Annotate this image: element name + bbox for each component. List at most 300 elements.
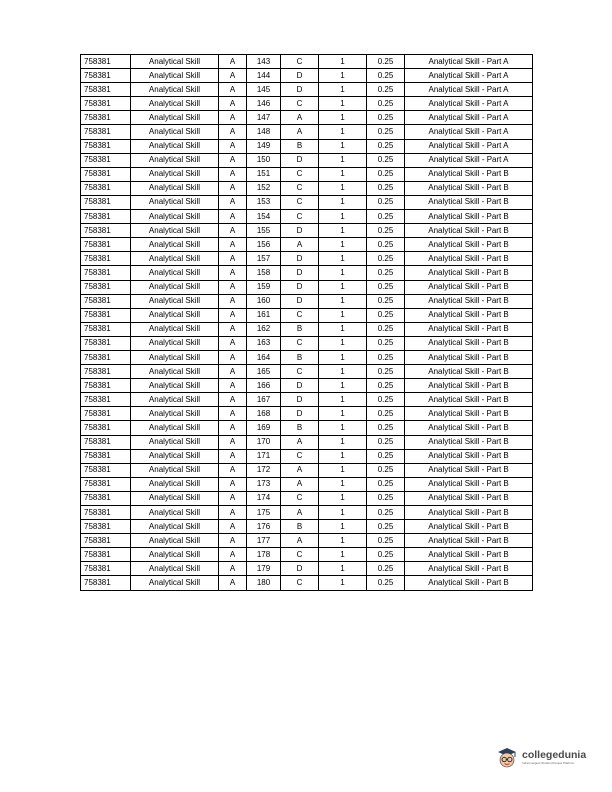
table-row: [81, 520, 533, 534]
answer-cell: A: [281, 111, 319, 125]
answer-cell: D: [281, 153, 319, 167]
table-row: [81, 548, 533, 562]
answer-cell: C: [281, 181, 319, 195]
question-number-cell: 167: [247, 393, 281, 407]
section-cell: Analytical Skill - Part B: [405, 238, 533, 252]
section-cell: Analytical Skill - Part B: [405, 520, 533, 534]
answer-cell: C: [281, 548, 319, 562]
roll-number-cell: 758381: [81, 195, 131, 209]
table-row: [81, 477, 533, 491]
roll-number-cell: 758381: [81, 153, 131, 167]
section-cell: Analytical Skill - Part B: [405, 224, 533, 238]
section-cell: Analytical Skill - Part B: [405, 210, 533, 224]
question-number-cell: 173: [247, 477, 281, 491]
table-body: [81, 55, 533, 591]
negative-marks-cell: 0.25: [367, 379, 405, 393]
answer-cell: C: [281, 336, 319, 350]
question-number-cell: 149: [247, 139, 281, 153]
question-number-cell: 156: [247, 238, 281, 252]
set-cell: A: [219, 393, 247, 407]
table-row: [81, 407, 533, 421]
question-number-cell: 146: [247, 97, 281, 111]
marks-cell: 1: [319, 407, 367, 421]
table-row: [81, 97, 533, 111]
table-row: [81, 336, 533, 350]
subject-cell: Analytical Skill: [131, 280, 219, 294]
subject-cell: Analytical Skill: [131, 266, 219, 280]
negative-marks-cell: 0.25: [367, 322, 405, 336]
answer-cell: A: [281, 435, 319, 449]
negative-marks-cell: 0.25: [367, 336, 405, 350]
roll-number-cell: 758381: [81, 534, 131, 548]
negative-marks-cell: 0.25: [367, 83, 405, 97]
question-number-cell: 176: [247, 520, 281, 534]
section-cell: Analytical Skill - Part B: [405, 167, 533, 181]
subject-cell: Analytical Skill: [131, 365, 219, 379]
subject-cell: Analytical Skill: [131, 350, 219, 364]
set-cell: A: [219, 477, 247, 491]
question-number-cell: 147: [247, 111, 281, 125]
marks-cell: 1: [319, 393, 367, 407]
negative-marks-cell: 0.25: [367, 210, 405, 224]
negative-marks-cell: 0.25: [367, 435, 405, 449]
question-number-cell: 159: [247, 280, 281, 294]
set-cell: A: [219, 336, 247, 350]
set-cell: A: [219, 83, 247, 97]
answer-cell: C: [281, 576, 319, 590]
question-number-cell: 151: [247, 167, 281, 181]
marks-cell: 1: [319, 491, 367, 505]
question-number-cell: 172: [247, 463, 281, 477]
negative-marks-cell: 0.25: [367, 266, 405, 280]
question-number-cell: 168: [247, 407, 281, 421]
set-cell: A: [219, 562, 247, 576]
table-row: [81, 153, 533, 167]
marks-cell: 1: [319, 322, 367, 336]
roll-number-cell: 758381: [81, 252, 131, 266]
set-cell: A: [219, 224, 247, 238]
question-number-cell: 152: [247, 181, 281, 195]
answer-cell: B: [281, 139, 319, 153]
subject-cell: Analytical Skill: [131, 520, 219, 534]
collegedunia-logo: [494, 744, 586, 770]
subject-cell: Analytical Skill: [131, 55, 219, 69]
roll-number-cell: 758381: [81, 181, 131, 195]
marks-cell: 1: [319, 308, 367, 322]
student-mascot-icon: [494, 744, 520, 770]
marks-cell: 1: [319, 576, 367, 590]
negative-marks-cell: 0.25: [367, 548, 405, 562]
roll-number-cell: 758381: [81, 224, 131, 238]
answer-cell: D: [281, 393, 319, 407]
answer-cell: C: [281, 55, 319, 69]
subject-cell: Analytical Skill: [131, 167, 219, 181]
roll-number-cell: 758381: [81, 322, 131, 336]
section-cell: Analytical Skill - Part B: [405, 506, 533, 520]
answer-cell: D: [281, 294, 319, 308]
section-cell: Analytical Skill - Part B: [405, 463, 533, 477]
subject-cell: Analytical Skill: [131, 238, 219, 252]
set-cell: A: [219, 294, 247, 308]
table-row: [81, 125, 533, 139]
set-cell: A: [219, 252, 247, 266]
section-cell: Analytical Skill - Part B: [405, 195, 533, 209]
marks-cell: 1: [319, 195, 367, 209]
subject-cell: Analytical Skill: [131, 83, 219, 97]
subject-cell: Analytical Skill: [131, 491, 219, 505]
subject-cell: Analytical Skill: [131, 294, 219, 308]
negative-marks-cell: 0.25: [367, 308, 405, 322]
section-cell: Analytical Skill - Part A: [405, 83, 533, 97]
roll-number-cell: 758381: [81, 280, 131, 294]
set-cell: A: [219, 407, 247, 421]
negative-marks-cell: 0.25: [367, 195, 405, 209]
question-number-cell: 166: [247, 379, 281, 393]
section-cell: Analytical Skill - Part B: [405, 322, 533, 336]
section-cell: Analytical Skill - Part A: [405, 153, 533, 167]
marks-cell: 1: [319, 83, 367, 97]
table-row: [81, 534, 533, 548]
section-cell: Analytical Skill - Part B: [405, 393, 533, 407]
subject-cell: Analytical Skill: [131, 97, 219, 111]
roll-number-cell: 758381: [81, 83, 131, 97]
roll-number-cell: 758381: [81, 350, 131, 364]
set-cell: A: [219, 379, 247, 393]
marks-cell: 1: [319, 252, 367, 266]
table-row: [81, 55, 533, 69]
marks-cell: 1: [319, 97, 367, 111]
negative-marks-cell: 0.25: [367, 393, 405, 407]
marks-cell: 1: [319, 55, 367, 69]
roll-number-cell: 758381: [81, 69, 131, 83]
section-cell: Analytical Skill - Part A: [405, 55, 533, 69]
section-cell: Analytical Skill - Part A: [405, 97, 533, 111]
negative-marks-cell: 0.25: [367, 350, 405, 364]
section-cell: Analytical Skill - Part B: [405, 336, 533, 350]
question-number-cell: 154: [247, 210, 281, 224]
roll-number-cell: 758381: [81, 463, 131, 477]
negative-marks-cell: 0.25: [367, 111, 405, 125]
table-row: [81, 224, 533, 238]
negative-marks-cell: 0.25: [367, 506, 405, 520]
negative-marks-cell: 0.25: [367, 421, 405, 435]
subject-cell: Analytical Skill: [131, 506, 219, 520]
section-cell: Analytical Skill - Part A: [405, 139, 533, 153]
table-row: [81, 294, 533, 308]
subject-cell: Analytical Skill: [131, 153, 219, 167]
subject-cell: Analytical Skill: [131, 181, 219, 195]
set-cell: A: [219, 167, 247, 181]
answer-cell: D: [281, 407, 319, 421]
question-number-cell: 169: [247, 421, 281, 435]
question-number-cell: 180: [247, 576, 281, 590]
negative-marks-cell: 0.25: [367, 252, 405, 266]
negative-marks-cell: 0.25: [367, 69, 405, 83]
negative-marks-cell: 0.25: [367, 294, 405, 308]
question-number-cell: 145: [247, 83, 281, 97]
question-number-cell: 150: [247, 153, 281, 167]
section-cell: Analytical Skill - Part B: [405, 350, 533, 364]
question-number-cell: 153: [247, 195, 281, 209]
table-row: [81, 167, 533, 181]
roll-number-cell: 758381: [81, 379, 131, 393]
subject-cell: Analytical Skill: [131, 407, 219, 421]
subject-cell: Analytical Skill: [131, 562, 219, 576]
negative-marks-cell: 0.25: [367, 576, 405, 590]
marks-cell: 1: [319, 477, 367, 491]
table-row: [81, 562, 533, 576]
subject-cell: Analytical Skill: [131, 449, 219, 463]
section-cell: Analytical Skill - Part B: [405, 548, 533, 562]
table-row: [81, 83, 533, 97]
section-cell: Analytical Skill - Part A: [405, 125, 533, 139]
answer-cell: D: [281, 266, 319, 280]
subject-cell: Analytical Skill: [131, 69, 219, 83]
subject-cell: Analytical Skill: [131, 534, 219, 548]
question-number-cell: 177: [247, 534, 281, 548]
subject-cell: Analytical Skill: [131, 463, 219, 477]
answer-cell: C: [281, 491, 319, 505]
marks-cell: 1: [319, 365, 367, 379]
roll-number-cell: 758381: [81, 393, 131, 407]
subject-cell: Analytical Skill: [131, 393, 219, 407]
negative-marks-cell: 0.25: [367, 463, 405, 477]
question-number-cell: 143: [247, 55, 281, 69]
subject-cell: Analytical Skill: [131, 435, 219, 449]
negative-marks-cell: 0.25: [367, 534, 405, 548]
answer-cell: B: [281, 520, 319, 534]
answer-cell: B: [281, 322, 319, 336]
answer-cell: D: [281, 69, 319, 83]
answer-cell: C: [281, 167, 319, 181]
subject-cell: Analytical Skill: [131, 548, 219, 562]
marks-cell: 1: [319, 153, 367, 167]
section-cell: Analytical Skill - Part B: [405, 491, 533, 505]
answer-cell: A: [281, 463, 319, 477]
table-row: [81, 139, 533, 153]
table-row: [81, 280, 533, 294]
marks-cell: 1: [319, 139, 367, 153]
roll-number-cell: 758381: [81, 421, 131, 435]
negative-marks-cell: 0.25: [367, 449, 405, 463]
logo-name: collegedunia: [522, 748, 587, 761]
set-cell: A: [219, 506, 247, 520]
answer-cell: C: [281, 365, 319, 379]
marks-cell: 1: [319, 534, 367, 548]
section-cell: Analytical Skill - Part B: [405, 534, 533, 548]
section-cell: Analytical Skill - Part B: [405, 252, 533, 266]
table-row: [81, 379, 533, 393]
question-number-cell: 148: [247, 125, 281, 139]
roll-number-cell: 758381: [81, 520, 131, 534]
question-number-cell: 179: [247, 562, 281, 576]
answer-cell: D: [281, 562, 319, 576]
section-cell: Analytical Skill - Part B: [405, 435, 533, 449]
table-row: [81, 181, 533, 195]
marks-cell: 1: [319, 167, 367, 181]
question-number-cell: 162: [247, 322, 281, 336]
subject-cell: Analytical Skill: [131, 308, 219, 322]
set-cell: A: [219, 449, 247, 463]
marks-cell: 1: [319, 435, 367, 449]
set-cell: A: [219, 125, 247, 139]
question-number-cell: 144: [247, 69, 281, 83]
subject-cell: Analytical Skill: [131, 111, 219, 125]
negative-marks-cell: 0.25: [367, 97, 405, 111]
negative-marks-cell: 0.25: [367, 125, 405, 139]
roll-number-cell: 758381: [81, 506, 131, 520]
roll-number-cell: 758381: [81, 576, 131, 590]
marks-cell: 1: [319, 294, 367, 308]
answer-cell: D: [281, 280, 319, 294]
table-row: [81, 393, 533, 407]
question-number-cell: 171: [247, 449, 281, 463]
negative-marks-cell: 0.25: [367, 139, 405, 153]
answer-cell: C: [281, 308, 319, 322]
subject-cell: Analytical Skill: [131, 224, 219, 238]
question-number-cell: 170: [247, 435, 281, 449]
set-cell: A: [219, 463, 247, 477]
table-row: [81, 252, 533, 266]
question-number-cell: 161: [247, 308, 281, 322]
set-cell: A: [219, 534, 247, 548]
set-cell: A: [219, 238, 247, 252]
question-number-cell: 164: [247, 350, 281, 364]
question-number-cell: 160: [247, 294, 281, 308]
roll-number-cell: 758381: [81, 548, 131, 562]
answer-cell: D: [281, 224, 319, 238]
marks-cell: 1: [319, 463, 367, 477]
roll-number-cell: 758381: [81, 55, 131, 69]
table-row: [81, 435, 533, 449]
set-cell: A: [219, 153, 247, 167]
set-cell: A: [219, 322, 247, 336]
negative-marks-cell: 0.25: [367, 224, 405, 238]
negative-marks-cell: 0.25: [367, 365, 405, 379]
table-row: [81, 365, 533, 379]
table-row: [81, 576, 533, 590]
set-cell: A: [219, 308, 247, 322]
section-cell: Analytical Skill - Part B: [405, 365, 533, 379]
set-cell: A: [219, 421, 247, 435]
marks-cell: 1: [319, 548, 367, 562]
question-number-cell: 165: [247, 365, 281, 379]
subject-cell: Analytical Skill: [131, 139, 219, 153]
roll-number-cell: 758381: [81, 336, 131, 350]
section-cell: Analytical Skill - Part A: [405, 111, 533, 125]
negative-marks-cell: 0.25: [367, 181, 405, 195]
marks-cell: 1: [319, 506, 367, 520]
table-row: [81, 308, 533, 322]
answer-cell: A: [281, 506, 319, 520]
table-row: [81, 266, 533, 280]
set-cell: A: [219, 491, 247, 505]
set-cell: A: [219, 111, 247, 125]
table-row: [81, 506, 533, 520]
negative-marks-cell: 0.25: [367, 55, 405, 69]
table-row: [81, 322, 533, 336]
roll-number-cell: 758381: [81, 365, 131, 379]
negative-marks-cell: 0.25: [367, 280, 405, 294]
marks-cell: 1: [319, 421, 367, 435]
question-number-cell: 158: [247, 266, 281, 280]
roll-number-cell: 758381: [81, 407, 131, 421]
set-cell: A: [219, 195, 247, 209]
roll-number-cell: 758381: [81, 167, 131, 181]
marks-cell: 1: [319, 280, 367, 294]
answer-cell: B: [281, 421, 319, 435]
set-cell: A: [219, 548, 247, 562]
roll-number-cell: 758381: [81, 562, 131, 576]
negative-marks-cell: 0.25: [367, 167, 405, 181]
table-row: [81, 210, 533, 224]
table-row: [81, 491, 533, 505]
answer-cell: C: [281, 449, 319, 463]
roll-number-cell: 758381: [81, 238, 131, 252]
marks-cell: 1: [319, 379, 367, 393]
set-cell: A: [219, 181, 247, 195]
marks-cell: 1: [319, 125, 367, 139]
subject-cell: Analytical Skill: [131, 322, 219, 336]
section-cell: Analytical Skill - Part B: [405, 181, 533, 195]
table-row: [81, 421, 533, 435]
set-cell: A: [219, 97, 247, 111]
question-number-cell: 178: [247, 548, 281, 562]
table-row: [81, 69, 533, 83]
answer-cell: B: [281, 350, 319, 364]
section-cell: Analytical Skill - Part A: [405, 69, 533, 83]
section-cell: Analytical Skill - Part B: [405, 308, 533, 322]
roll-number-cell: 758381: [81, 139, 131, 153]
table-row: [81, 195, 533, 209]
table-row: [81, 449, 533, 463]
roll-number-cell: 758381: [81, 97, 131, 111]
marks-cell: 1: [319, 238, 367, 252]
negative-marks-cell: 0.25: [367, 407, 405, 421]
marks-cell: 1: [319, 336, 367, 350]
subject-cell: Analytical Skill: [131, 125, 219, 139]
set-cell: A: [219, 576, 247, 590]
negative-marks-cell: 0.25: [367, 562, 405, 576]
logo-tagline: India's largest Student Review Platform: [522, 760, 575, 765]
set-cell: A: [219, 280, 247, 294]
set-cell: A: [219, 520, 247, 534]
set-cell: A: [219, 266, 247, 280]
roll-number-cell: 758381: [81, 266, 131, 280]
table-row: [81, 463, 533, 477]
marks-cell: 1: [319, 224, 367, 238]
subject-cell: Analytical Skill: [131, 576, 219, 590]
marks-cell: 1: [319, 266, 367, 280]
roll-number-cell: 758381: [81, 491, 131, 505]
roll-number-cell: 758381: [81, 435, 131, 449]
roll-number-cell: 758381: [81, 210, 131, 224]
table-row: [81, 238, 533, 252]
negative-marks-cell: 0.25: [367, 153, 405, 167]
roll-number-cell: 758381: [81, 294, 131, 308]
section-cell: Analytical Skill - Part B: [405, 407, 533, 421]
question-number-cell: 157: [247, 252, 281, 266]
answer-cell: D: [281, 252, 319, 266]
roll-number-cell: 758381: [81, 477, 131, 491]
marks-cell: 1: [319, 562, 367, 576]
section-cell: Analytical Skill - Part B: [405, 280, 533, 294]
subject-cell: Analytical Skill: [131, 210, 219, 224]
answer-cell: A: [281, 477, 319, 491]
marks-cell: 1: [319, 210, 367, 224]
marks-cell: 1: [319, 520, 367, 534]
set-cell: A: [219, 55, 247, 69]
